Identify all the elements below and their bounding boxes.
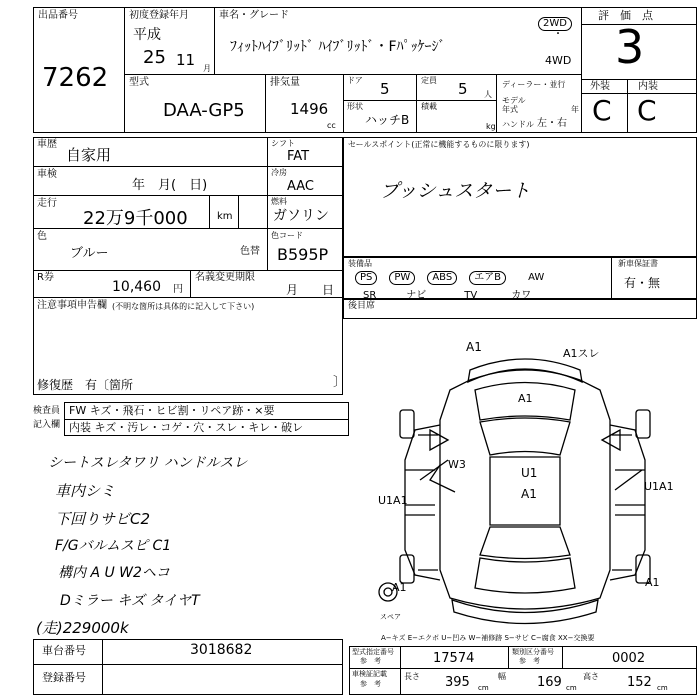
length-unit: cm xyxy=(478,684,489,692)
color-code-value: B595P xyxy=(277,245,329,264)
reg-label: 登録番号 xyxy=(42,671,86,684)
score-label: 評 価 点 xyxy=(598,9,653,22)
mileage-value: 22万9千000 xyxy=(83,208,188,229)
diag-label-right-side: U1A1 xyxy=(644,480,674,493)
score-value: 3 xyxy=(615,20,645,74)
doors-label: ドア xyxy=(347,76,363,85)
equip-aw: AW xyxy=(528,272,545,283)
note-4: F/Gバルムスピ C1 xyxy=(55,538,172,554)
equip-leather: カワ xyxy=(511,290,532,301)
sales-label: セールスポイント(正常に機能するものに限ります) xyxy=(348,140,530,149)
dims-label: 車検証記載 xyxy=(352,670,387,678)
note-5: 構内 A U W2ヘコ xyxy=(58,565,170,581)
shape-value: ハッチB xyxy=(365,113,410,127)
year-unit: 年 xyxy=(571,105,579,114)
cc-unit: cc xyxy=(327,121,336,130)
height-label: 高さ xyxy=(583,672,599,681)
drive-2wd: 2WD xyxy=(538,11,572,31)
handle-value: 左・右 xyxy=(537,118,567,129)
dealer-label: ディーラー・並行 xyxy=(502,80,566,89)
capacity-label: 定員 xyxy=(421,76,437,85)
model-value: DAA-GP5 xyxy=(163,100,245,121)
inspection-label: 車検 xyxy=(37,169,57,180)
ac-label: 冷房 xyxy=(271,168,287,177)
lot-number: 7262 xyxy=(42,63,109,93)
drive-4wd: 4WD xyxy=(545,54,572,67)
ac-value: AAC xyxy=(287,179,314,194)
r-label: R券 xyxy=(37,272,54,283)
month-unit: 月 xyxy=(203,64,211,73)
diag-label-rear-right: A1 xyxy=(645,576,660,589)
diag-label-roof-a1: A1 xyxy=(521,487,537,501)
model-year-label1: モデル xyxy=(502,96,526,105)
yen-unit: 円 xyxy=(173,284,183,295)
checks-label1: 検査員 xyxy=(33,406,61,416)
dims-ref: 参 考 xyxy=(360,680,381,688)
diag-label-w3: W3 xyxy=(448,458,466,471)
category-label: 類別区分番号 xyxy=(512,648,554,656)
drive-dot: ・ xyxy=(553,29,563,40)
note-3: 下回りサビC2 xyxy=(55,510,151,528)
era: 平成 xyxy=(133,27,161,43)
expiry-label: 名義変更期限 xyxy=(195,272,255,283)
spare-label: スペア xyxy=(380,613,401,621)
equip-tv: TV xyxy=(464,290,478,301)
diag-label-roof-u1: U1 xyxy=(521,466,538,480)
notice-label: 注意事項申告欄 xyxy=(37,300,107,311)
inspection-value: 年 月( 日) xyxy=(132,178,208,193)
doors-value: 5 xyxy=(380,80,390,98)
notice-sub: (不明な箇所は具体的に記入して下さい) xyxy=(112,302,255,311)
mileage-label: 走行 xyxy=(37,198,57,209)
equip-pw: PW xyxy=(389,271,415,285)
model-year-label2: 年式 xyxy=(502,105,518,114)
reg-month: 11 xyxy=(176,51,196,69)
width-label: 幅 xyxy=(498,672,506,681)
shift-value: FAT xyxy=(287,149,310,164)
name-label: 車名・グレード xyxy=(219,10,289,21)
shift-label: シフト xyxy=(271,139,295,148)
category-value: 0002 xyxy=(612,651,646,666)
km-unit: km xyxy=(217,211,233,222)
repaint-label: 色替 xyxy=(240,246,260,257)
length-label: 長さ xyxy=(404,672,420,681)
lot-label: 出品番号 xyxy=(38,10,78,21)
checks-row2: 内装 キズ・汚レ・コゲ・穴・スレ・キレ・破レ xyxy=(69,421,304,434)
info-grid xyxy=(33,137,343,395)
displacement-value: 1496 xyxy=(290,100,329,118)
new-warranty-value: 有・無 xyxy=(624,276,661,290)
kg-unit: kg xyxy=(486,122,496,131)
shape-label: 形状 xyxy=(347,102,363,111)
first-reg-label: 初度登録年月 xyxy=(129,10,189,21)
sales-handwritten: プッシュスタート xyxy=(380,180,531,202)
r-value: 10,460 xyxy=(112,279,161,295)
color-code-label: 色コード xyxy=(271,231,303,240)
diag-label-rear-left: A1 xyxy=(392,581,407,594)
equip-airbag: エアB xyxy=(469,271,506,285)
note-1: シートスレタワリ ハンドルスレ xyxy=(48,455,248,471)
history-label: 車歴 xyxy=(37,139,57,150)
capacity-unit: 人 xyxy=(484,90,492,99)
height-unit: cm xyxy=(657,684,668,692)
handle-label: ハンドル xyxy=(502,120,534,129)
note-6: Dミラー キズ タイヤT xyxy=(60,593,200,609)
equip-abs: ABS xyxy=(427,271,457,285)
height-value: 152 xyxy=(627,675,652,690)
new-warranty-label: 新車保証書 xyxy=(618,259,658,268)
checks-label2: 記入欄 xyxy=(33,420,61,430)
load-label: 積載 xyxy=(421,102,437,111)
int-label: 内装 xyxy=(638,81,658,92)
note-2: 車内シミ xyxy=(55,482,116,500)
diag-label-hood: A1 xyxy=(518,392,533,405)
width-value: 169 xyxy=(537,675,562,690)
displacement-label: 排気量 xyxy=(270,77,300,88)
ext-value: C xyxy=(592,94,612,127)
repair-history: 修復歴 有〔箇所 xyxy=(37,378,134,392)
type-spec-value: 17574 xyxy=(433,651,475,666)
expiry-value: 月 日 xyxy=(286,283,335,297)
int-value: C xyxy=(637,94,657,127)
category-ref: 参 考 xyxy=(519,657,540,665)
fuel-label: 燃料 xyxy=(271,197,287,206)
chassis-label: 車台番号 xyxy=(42,644,86,657)
equipment-label: 装備品 xyxy=(348,259,372,268)
type-spec-label: 型式指定番号 xyxy=(352,648,394,656)
width-unit: cm xyxy=(566,684,577,692)
diag-label-front: A1 xyxy=(466,340,482,354)
damage-legend: A−キズ E−エクボ U−凹み W−補修跡 S−サビ C−腐食 XX−交換要 xyxy=(381,634,595,642)
capacity-value: 5 xyxy=(458,80,468,98)
length-value: 395 xyxy=(445,675,470,690)
rear-seat-label: 後目席 xyxy=(348,301,376,311)
car-name: ﾌｨｯﾄﾊｲﾌﾞﾘｯﾄﾞ ﾊｲﾌﾞﾘｯﾄﾞ・Fﾊﾟｯｹｰｼﾞ xyxy=(230,39,446,55)
reg-year: 25 xyxy=(143,47,166,68)
note-7: (走)229000k xyxy=(36,619,129,637)
type-spec-ref: 参 考 xyxy=(360,657,381,665)
rear-seat-box xyxy=(343,299,697,319)
diag-label-front-right: A1スレ xyxy=(563,347,600,360)
chassis-value: 3018682 xyxy=(190,642,253,658)
color-label: 色 xyxy=(37,231,47,242)
equip-navi: ナビ xyxy=(406,290,427,301)
equip-sr: SR xyxy=(363,290,377,301)
equipment-row1 xyxy=(355,271,544,285)
ext-label: 外装 xyxy=(590,81,610,92)
model-label: 型式 xyxy=(129,77,149,88)
repair-bracket-close: 〕 xyxy=(333,375,347,390)
history-value: 自家用 xyxy=(66,146,112,164)
color-value: ブルー xyxy=(70,246,109,261)
equip-ps: PS xyxy=(355,271,377,285)
checks-row1: FW キズ・飛石・ヒビ割・リペア跡・×要 xyxy=(69,404,275,417)
diag-label-left-side: U1A1 xyxy=(378,494,408,507)
fuel-value: ガソリン xyxy=(273,208,329,224)
